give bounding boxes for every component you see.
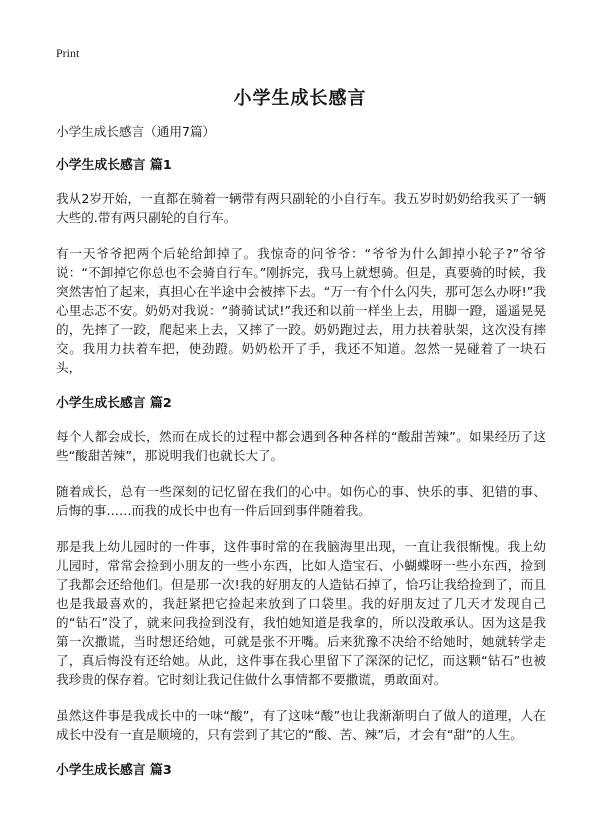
- section-heading: 小学生成长感言 篇3: [56, 763, 172, 778]
- document-body: [56, 122, 546, 794]
- section-heading: 小学生成长感言 篇2: [56, 396, 172, 411]
- paragraph: 虽然这件事是我成长中的一味“酸”，有了这味“酸”也让我渐渐明白了做人的道理，人在成长中没有一直是顺境的，只有尝到了其它的“酸、苦、辣”后，才会有“甜”的人生。: [56, 708, 546, 742]
- section-2: [56, 394, 546, 744]
- paragraph: 我从2岁开始，一直都在骑着一辆带有两只副轮的小自行车。我五岁时奶奶给我买了一辆大些的.带有两只副轮的自行车。: [56, 191, 546, 225]
- page-title: 小学生成长感言: [233, 88, 367, 109]
- paragraph: 那是我上幼儿园时的一件事，这件事时常的在我脑海里出现，一直让我很惭愧。我上幼儿园时，常常会捡到小朋友的一些小东西，比如人造宝石、小蝴蝶呀一些小东西，捡到了我都会还给他们。但是那一次!我的好朋友的人造钻石掉了，恰巧让我给捡到了，而且也是我最喜欢的，我赶紧把它捡起来放到了口袋里。我的好朋友过了几天才发现自己的“钻石”没了，就来问我捡到没有，我怕她知道是我拿的，所以没敢承认。因为这是我第一次撒谎，当时想还给她，可就是张不开嘴。后来犹豫不决给不给她时，她就转学走了，真后悔没有还给她。从此，这件事在我心里留下了深深的记忆，而这颗“钻石”也被我珍贵的保存着。它时刻让我记住做什么事情都不要撒谎，勇敢面对。: [56, 539, 546, 687]
- print-label[interactable]: Print: [56, 46, 80, 60]
- paragraph: 每个人都会成长，然而在成长的过程中都会遇到各种各样的“酸甜苦辣”。如果经历了这些“酸甜苦辣”，那说明我们也就长大了。: [56, 429, 546, 463]
- section-1: [56, 156, 546, 377]
- section-heading: 小学生成长感言 篇1: [56, 158, 172, 173]
- paragraph: 随着成长，总有一些深刻的记忆留在我们的心中。如伤心的事、快乐的事、犯错的事、后悔的事……而我的成长中也有一件后回到事伴随着我。: [56, 484, 546, 518]
- paragraph: 有一天爷爷把两个后轮给卸掉了。我惊奇的问爷爷：“爷爷为什么卸掉小轮子?”爷爷说：“不卸掉它你总也不会骑自行车。”刚拆完，我马上就想骑。但是，真要骑的时候，我突然害怕了起来，真担心在半途中会被摔下去。“万一有个什么闪失，那可怎么办呀!”我心里忐忑不安。奶奶对我说：“骑骑试试!”我还和以前一样坐上去，用脚一蹬，遥遥晃晃的，先摔了一跤，爬起来上去，又摔了一跤。奶奶跑过去，用力扶着驮架，这次没有摔交。我用力扶着车把，使劲蹬。奶奶松开了手，我还不知道。忽然一晃碰着了一块石头，: [56, 246, 546, 375]
- section-3: [56, 761, 546, 780]
- document-subtitle: 小学生成长感言（通用7篇）: [56, 124, 216, 139]
